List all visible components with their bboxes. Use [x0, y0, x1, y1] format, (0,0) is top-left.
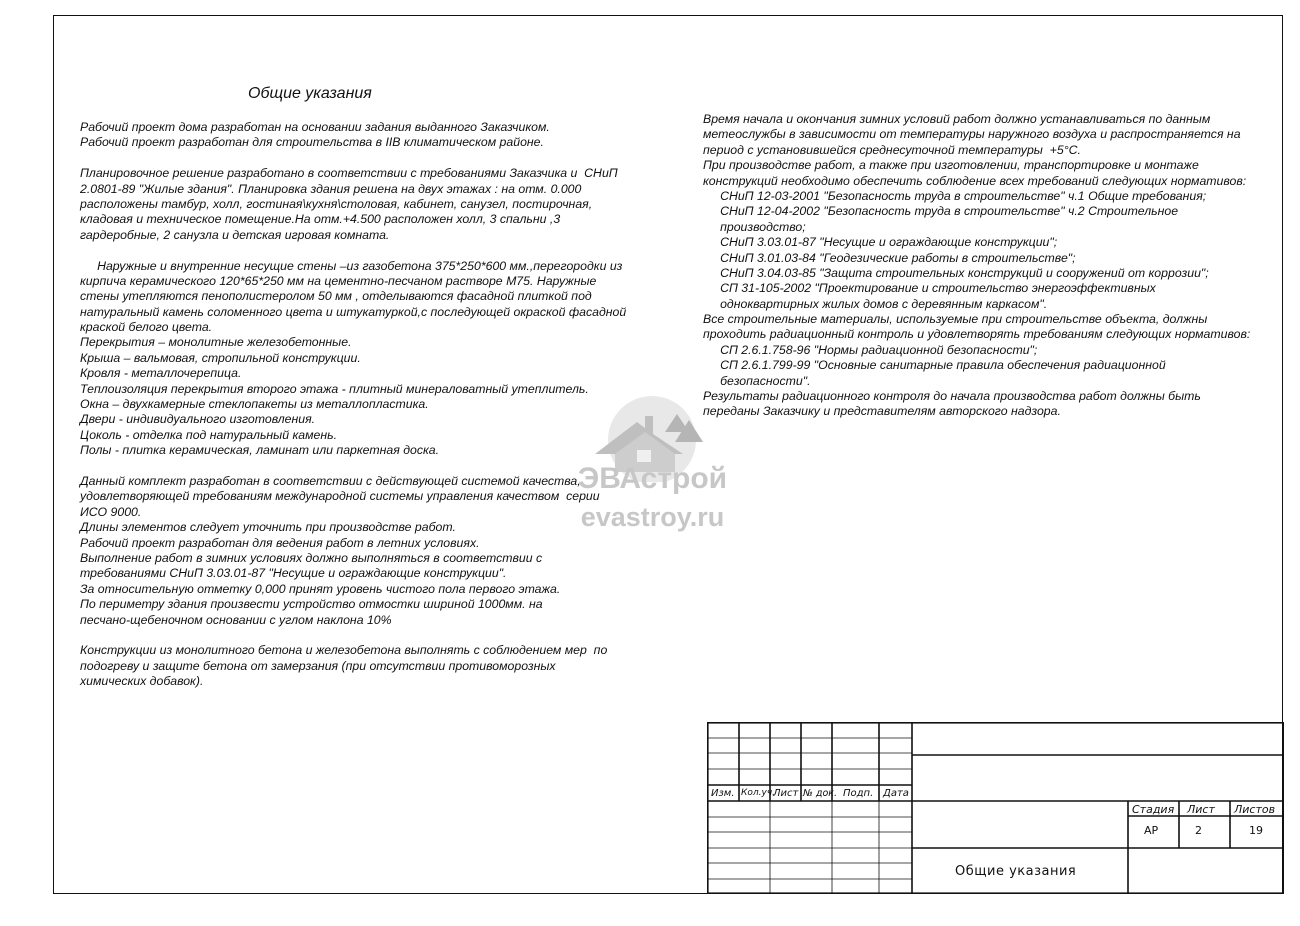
- stage-label: Стадия: [1132, 803, 1175, 816]
- text-line: СП 2.6.1.758-96 "Нормы радиационной безопасности";: [703, 342, 1038, 357]
- text-line: Планировочное решение разработано в соответствии с требованиями Заказчика и СНиП: [80, 166, 618, 181]
- text-line: Данный комплект разработан в соответствии с действующей системой качества,: [80, 473, 581, 488]
- right-text-column: [703, 112, 1283, 420]
- title-block: [707, 722, 1284, 894]
- header-izm: Изм.: [711, 788, 735, 799]
- sheets-label: Листов: [1234, 803, 1276, 816]
- text-line: переданы Заказчику и представителям авторского надзора.: [703, 404, 1061, 419]
- text-line: Окна – двухкамерные стеклопакеты из металлопластика.: [80, 397, 429, 412]
- text-line: Кровля - металлочерепица.: [80, 366, 242, 381]
- header-list: Лист: [773, 788, 799, 799]
- text-line: метеослужбы в зависимости от температуры наружного воздуха и распространяется на: [703, 127, 1241, 142]
- text-line: Двери - индивидуального изготовления.: [80, 412, 316, 427]
- text-line: кирпича керамического 120*65*250 мм на цементно-песчаном растворе М75. Наружные: [80, 273, 597, 288]
- text-line: Конструкции из монолитного бетона и железобетона выполнять с соблюдением мер по: [80, 643, 608, 658]
- text-line: Теплоизоляция перекрытия второго этажа - плитный минераловатный утеплитель.: [80, 381, 589, 396]
- text-line: конструкций необходимо обеспечить соблюдение всех требований следующих нормативов:: [703, 173, 1247, 188]
- text-line: Крыша – вальмовая, стропильной конструкции.: [80, 350, 361, 365]
- text-line: ИСО 9000.: [80, 504, 142, 519]
- text-line: [80, 628, 670, 643]
- text-line: стены утепляются пенополистеролом 50 мм , отделываются фасадной плиткой под: [80, 289, 592, 304]
- page-title: Общие указания: [248, 85, 372, 102]
- text-line: СНиП 12-04-2002 "Безопасность труда в строительстве" ч.2 Строительное: [703, 204, 1179, 219]
- text-line: кладовая и техническое помещение.На отм.+4.500 расположен холл, 3 спальни ,3: [80, 212, 561, 227]
- text-line: Цоколь - отделка под натуральный камень.: [80, 427, 338, 442]
- text-line: подогреву и защите бетона от замерзания (при отсутствии противоморозных: [80, 658, 556, 673]
- text-line: 2.0801-89 "Жилые здания". Планировка здания решена на двух этажах : на отм. 0.000: [80, 181, 582, 196]
- text-line: [80, 151, 670, 166]
- text-line: расположены тамбур, холл, гостиная\кухня\столовая, кабинет, санузел, постирочная,: [80, 196, 593, 211]
- text-line: Рабочий проект разработан для строительства в IIB климатическом районе.: [80, 135, 544, 150]
- header-podp: Подп.: [843, 788, 874, 799]
- text-line: СНиП 3.04.03-85 "Защита строительных конструкций и сооружений от коррозии";: [703, 265, 1209, 280]
- text-line: удовлетворяющей требованиям международной системы управления качеством серии: [80, 489, 600, 504]
- text-line: Длины элементов следует уточнить при производстве работ.: [80, 520, 456, 535]
- text-line: СП 31-105-2002 "Проектирование и строительство энергоэффективных: [703, 281, 1156, 296]
- text-line: СНиП 3.01.03-84 "Геодезические работы в строительстве";: [703, 250, 1076, 265]
- text-line: натуральный камень соломенного цвета и штукатуркой,с последующей окраской фасадной: [80, 304, 627, 319]
- sheets-value: 19: [1249, 824, 1263, 837]
- sheet-title: Общие указания: [955, 864, 1077, 879]
- text-line: [80, 243, 670, 258]
- text-line: химических добавок).: [80, 674, 204, 689]
- stage-value: АР: [1144, 824, 1159, 837]
- watermark-brand: ЭВАстрой: [577, 462, 728, 495]
- text-line: Результаты радиационного контроля до начала производства работ должны быть: [703, 389, 1201, 404]
- text-line: Все строительные материалы, используемые при строительстве объекта, должны: [703, 312, 1208, 327]
- text-line: Выполнение работ в зимних условиях должно выполняться в соответствии с: [80, 550, 543, 565]
- text-line: проходить радиационный контроль и удовлетворять требованиям следующих нормативов:: [703, 327, 1251, 342]
- text-line: песчано-щебеночном основании с углом наклона 10%: [80, 612, 392, 627]
- text-line: период с установившейся среднесуточной температуры +5°С.: [703, 142, 1081, 157]
- text-line: Полы - плитка керамическая, ламинат или паркетная доска.: [80, 443, 440, 458]
- text-line: По периметру здания произвести устройство отмостки шириной 1000мм. на: [80, 597, 543, 612]
- text-line: Перекрытия – монолитные железобетонные.: [80, 335, 352, 350]
- text-line: требованиями СНиП 3.03.01-87 "Несущие и ограждающие конструкции".: [80, 566, 507, 581]
- text-line: СНиП 3.03.01-87 "Несущие и ограждающие конструкции";: [703, 235, 1058, 250]
- sheet-label: Лист: [1187, 803, 1215, 816]
- text-line: одноквартирных жилых домов с деревянным каркасом".: [703, 296, 1048, 311]
- sheet-value: 2: [1195, 824, 1202, 837]
- header-n-dok: № док.: [803, 788, 838, 799]
- text-line: СНиП 12-03-2001 "Безопасность труда в строительстве" ч.1 Общие требования;: [703, 188, 1207, 203]
- text-line: Наружные и внутренние несущие стены –из газобетона 375*250*600 мм.,перегородки из: [80, 258, 623, 273]
- text-line: СП 2.6.1.799-99 "Основные санитарные правила обеспечения радиационной: [703, 358, 1166, 373]
- header-data: Дата: [883, 788, 909, 799]
- text-line: Рабочий проект разработан для ведения работ в летних условиях.: [80, 535, 480, 550]
- header-kol-uch: Кол.уч.: [741, 788, 776, 798]
- text-line: безопасности".: [703, 373, 811, 388]
- text-line: гардеробные, 2 санузла и детская игровая комната.: [80, 227, 390, 242]
- text-line: производство;: [703, 219, 806, 234]
- text-line: краской белого цвета.: [80, 320, 213, 335]
- text-line: При производстве работ, а также при изготовлении, транспортировке и монтаже: [703, 158, 1199, 173]
- text-line: Время начала и окончания зимних условий работ должно устанавливаться по данным: [703, 112, 1211, 126]
- watermark-logo: [565, 392, 740, 537]
- watermark-site: evastroy.ru: [580, 502, 725, 532]
- text-line: За относительную отметку 0,000 принят уровень чистого пола первого этажа.: [80, 581, 561, 596]
- text-line: Рабочий проект дома разработан на основании задания выданного Заказчиком.: [80, 120, 550, 134]
